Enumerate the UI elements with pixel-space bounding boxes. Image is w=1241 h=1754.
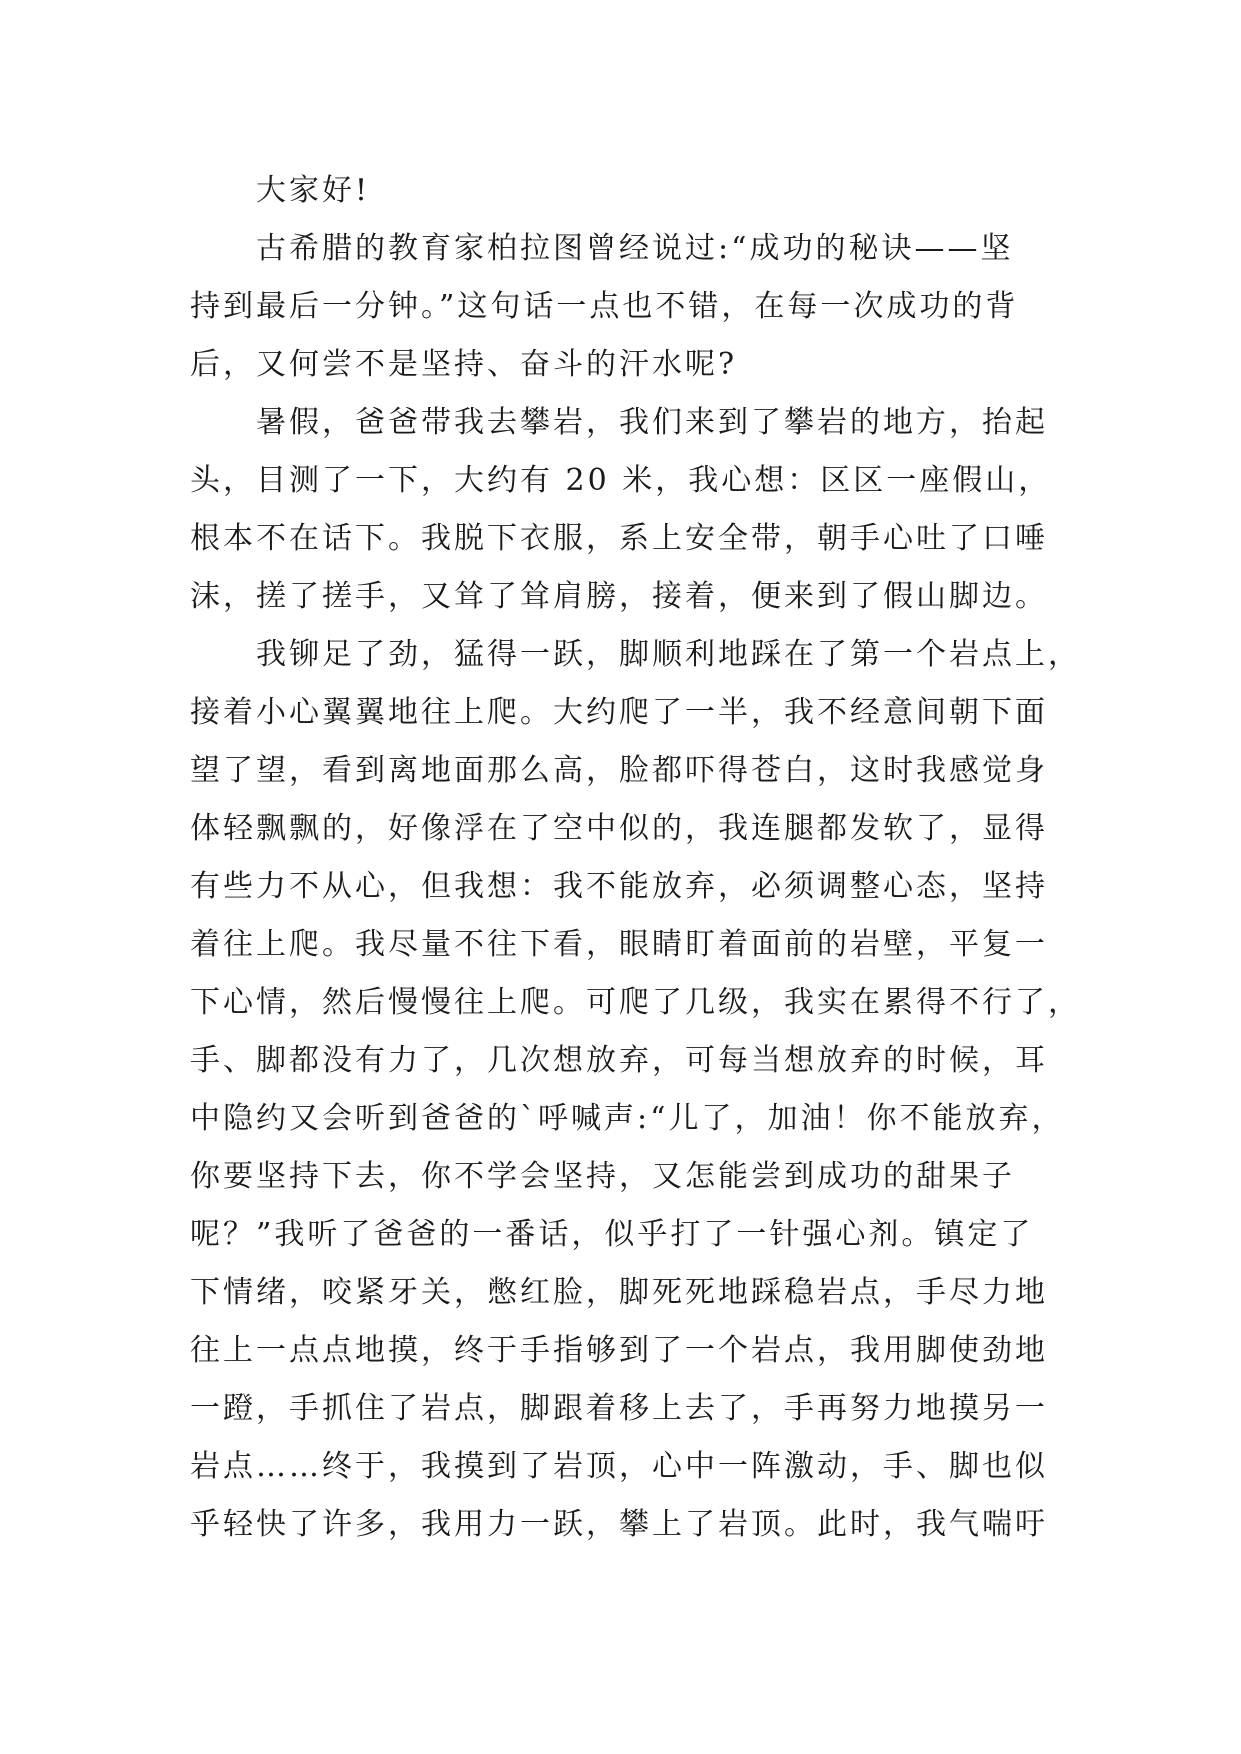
text-line: 乎轻快了许多，我用力一跃，攀上了岩顶。此时，我气喘吁 (190, 1507, 1048, 1542)
text-line: 大家好! (256, 173, 371, 208)
text-line: 一蹬，手抓住了岩点，脚跟着移上去了，手再努力地摸另一 (190, 1391, 1048, 1426)
text-line: 暑假，爸爸带我去攀岩，我们来到了攀岩的地方，抬起 (256, 405, 1048, 440)
text-line: 我铆足了劲，猛得一跃，脚顺利地踩在了第一个岩点上， (256, 637, 1081, 672)
text-line: 下情绪，咬紧牙关，憋红脸，脚死死地踩稳岩点，手尽力地 (190, 1275, 1048, 1310)
text-line: 有些力不从心，但我想：我不能放弃，必须调整心态，坚持 (190, 869, 1048, 904)
text-line: 呢？”我听了爸爸的一番话，似乎打了一针强心剂。镇定了 (190, 1217, 1034, 1252)
text-line: 往上一点点地摸，终于手指够到了一个岩点，我用脚使劲地 (190, 1333, 1048, 1368)
text-line: 接着小心翼翼地往上爬。大约爬了一半，我不经意间朝下面 (190, 695, 1048, 730)
text-line: 着往上爬。我尽量不往下看，眼睛盯着面前的岩壁，平复一 (190, 927, 1048, 962)
document-body (190, 162, 1081, 1554)
text-line: 你要坚持下去，你不学会坚持，又怎能尝到成功的甜果子 (190, 1159, 1015, 1194)
text-line: 体轻飘飘的，好像浮在了空中似的，我连腿都发软了，显得 (190, 811, 1048, 846)
text-line: 后，又何尝不是坚持、奋斗的汗水呢? (190, 347, 738, 382)
text-line: 手、脚都没有力了，几次想放弃，可每当想放弃的时候，耳 (190, 1043, 1048, 1078)
text-line: 头，目测了一下，大约有 20 米，我心想：区区一座假山， (190, 463, 1052, 498)
text-line: 岩点……终于，我摸到了岩顶，心中一阵激动，手、脚也似 (190, 1449, 1048, 1484)
text-line: 望了望，看到离地面那么高，脸都吓得苍白，这时我感觉身 (190, 753, 1048, 788)
text-line: 中隐约又会听到爸爸的`呼喊声:“儿了，加油！你不能放弃， (190, 1101, 1065, 1136)
text-line: 古希腊的教育家柏拉图曾经说过:“成功的秘诀——坚 (256, 231, 1014, 266)
text-line: 持到最后一分钟。”这句话一点也不错，在每一次成功的背 (190, 289, 1019, 324)
text-line: 根本不在话下。我脱下衣服，系上安全带，朝手心吐了口唾 (190, 521, 1048, 556)
text-line: 下心情，然后慢慢往上爬。可爬了几级，我实在累得不行了， (190, 985, 1081, 1020)
text-line: 沫，搓了搓手，又耸了耸肩膀，接着，便来到了假山脚边。 (190, 579, 1048, 614)
